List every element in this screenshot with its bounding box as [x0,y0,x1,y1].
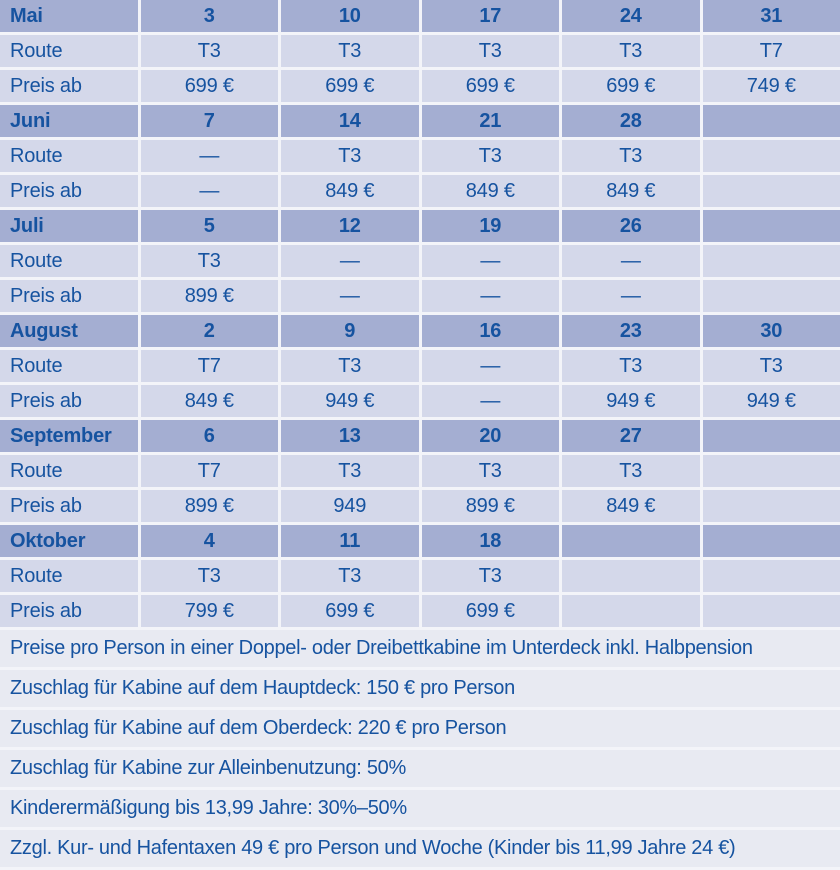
route-cell: T3 [703,350,840,382]
price-cell [703,280,840,312]
price-cell: — [562,280,700,312]
date-cell: 16 [422,315,560,347]
price-cell: 849 € [141,385,279,417]
price-cell: — [422,385,560,417]
route-cell: — [562,245,700,277]
date-cell: 2 [141,315,279,347]
price-cell: 899 € [141,280,279,312]
price-label-cell: Preis ab [0,490,138,522]
price-cell: 699 € [562,70,700,102]
route-cell: T3 [281,350,419,382]
route-cell: T3 [562,140,700,172]
price-cell: 849 € [281,175,419,207]
price-cell: 849 € [562,175,700,207]
route-cell [703,140,840,172]
price-cell [703,175,840,207]
route-cell: T7 [141,350,279,382]
route-label-cell: Route [0,560,138,592]
date-cell: 21 [422,105,560,137]
price-label-cell: Preis ab [0,385,138,417]
date-cell: 3 [141,0,279,32]
date-cell [703,105,840,137]
route-cell: T3 [422,140,560,172]
route-cell: T3 [562,350,700,382]
price-cell: 699 € [281,70,419,102]
route-cell: T3 [281,140,419,172]
price-cell: 849 € [562,490,700,522]
month-name-cell: Juni [0,105,138,137]
date-cell: 11 [281,525,419,557]
route-cell: T7 [141,455,279,487]
route-cell: T3 [422,455,560,487]
route-cell: — [141,140,279,172]
date-cell: 19 [422,210,560,242]
date-cell: 17 [422,0,560,32]
route-cell: T3 [281,35,419,67]
date-cell: 6 [141,420,279,452]
date-cell [703,420,840,452]
month-name-cell: Juli [0,210,138,242]
note-row: Preise pro Person in einer Doppel- oder Dreibettkabine im Unterdeck inkl. Halbpension [0,630,840,667]
note-row: Kinderermäßigung bis 13,99 Jahre: 30%–50% [0,790,840,827]
route-cell: T3 [141,560,279,592]
price-cell: 899 € [141,490,279,522]
date-cell: 10 [281,0,419,32]
route-cell: T3 [141,245,279,277]
price-cell [562,595,700,627]
price-cell: — [422,280,560,312]
price-cell: 749 € [703,70,840,102]
price-label-cell: Preis ab [0,175,138,207]
price-cell: 699 € [141,70,279,102]
price-cell: 699 € [281,595,419,627]
date-cell: 18 [422,525,560,557]
price-cell: 849 € [422,175,560,207]
route-label-cell: Route [0,455,138,487]
route-cell: T3 [141,35,279,67]
route-cell: T3 [422,35,560,67]
route-cell: T7 [703,35,840,67]
month-name-cell: August [0,315,138,347]
route-cell: T3 [562,455,700,487]
date-cell: 30 [703,315,840,347]
date-cell: 4 [141,525,279,557]
route-cell [703,245,840,277]
date-cell: 28 [562,105,700,137]
route-cell [562,560,700,592]
month-name-cell: September [0,420,138,452]
price-cell: 699 € [422,595,560,627]
route-cell: T3 [281,455,419,487]
date-cell: 5 [141,210,279,242]
date-cell: 9 [281,315,419,347]
route-cell: — [422,245,560,277]
month-name-cell: Oktober [0,525,138,557]
date-cell: 24 [562,0,700,32]
price-cell [703,595,840,627]
price-cell [703,490,840,522]
route-label-cell: Route [0,35,138,67]
route-label-cell: Route [0,350,138,382]
note-row: Zuschlag für Kabine zur Alleinbenutzung: 50% [0,750,840,787]
route-cell: T3 [562,35,700,67]
route-cell: — [281,245,419,277]
date-cell: 27 [562,420,700,452]
date-cell: 12 [281,210,419,242]
price-label-cell: Preis ab [0,70,138,102]
price-cell: 949 € [562,385,700,417]
price-cell: — [141,175,279,207]
price-cell: 899 € [422,490,560,522]
route-cell: — [422,350,560,382]
price-cell: — [281,280,419,312]
date-cell: 31 [703,0,840,32]
note-row: Zuschlag für Kabine auf dem Hauptdeck: 150 € pro Person [0,670,840,707]
price-cell: 949 € [281,385,419,417]
date-cell [562,525,700,557]
date-cell: 20 [422,420,560,452]
date-cell [703,525,840,557]
price-cell: 699 € [422,70,560,102]
note-row: Zuschlag für Kabine auf dem Oberdeck: 220 € pro Person [0,710,840,747]
route-cell: T3 [281,560,419,592]
price-cell: 799 € [141,595,279,627]
date-cell: 7 [141,105,279,137]
price-label-cell: Preis ab [0,595,138,627]
route-cell: T3 [422,560,560,592]
month-name-cell: Mai [0,0,138,32]
route-cell [703,560,840,592]
route-label-cell: Route [0,245,138,277]
note-row: Zzgl. Kur- und Hafentaxen 49 € pro Person und Woche (Kinder bis 11,99 Jahre 24 €) [0,830,840,867]
date-cell: 14 [281,105,419,137]
date-cell [703,210,840,242]
price-cell: 949 € [703,385,840,417]
route-cell [703,455,840,487]
price-cell: 949 [281,490,419,522]
date-cell: 23 [562,315,700,347]
date-cell: 26 [562,210,700,242]
price-label-cell: Preis ab [0,280,138,312]
date-cell: 13 [281,420,419,452]
route-label-cell: Route [0,140,138,172]
